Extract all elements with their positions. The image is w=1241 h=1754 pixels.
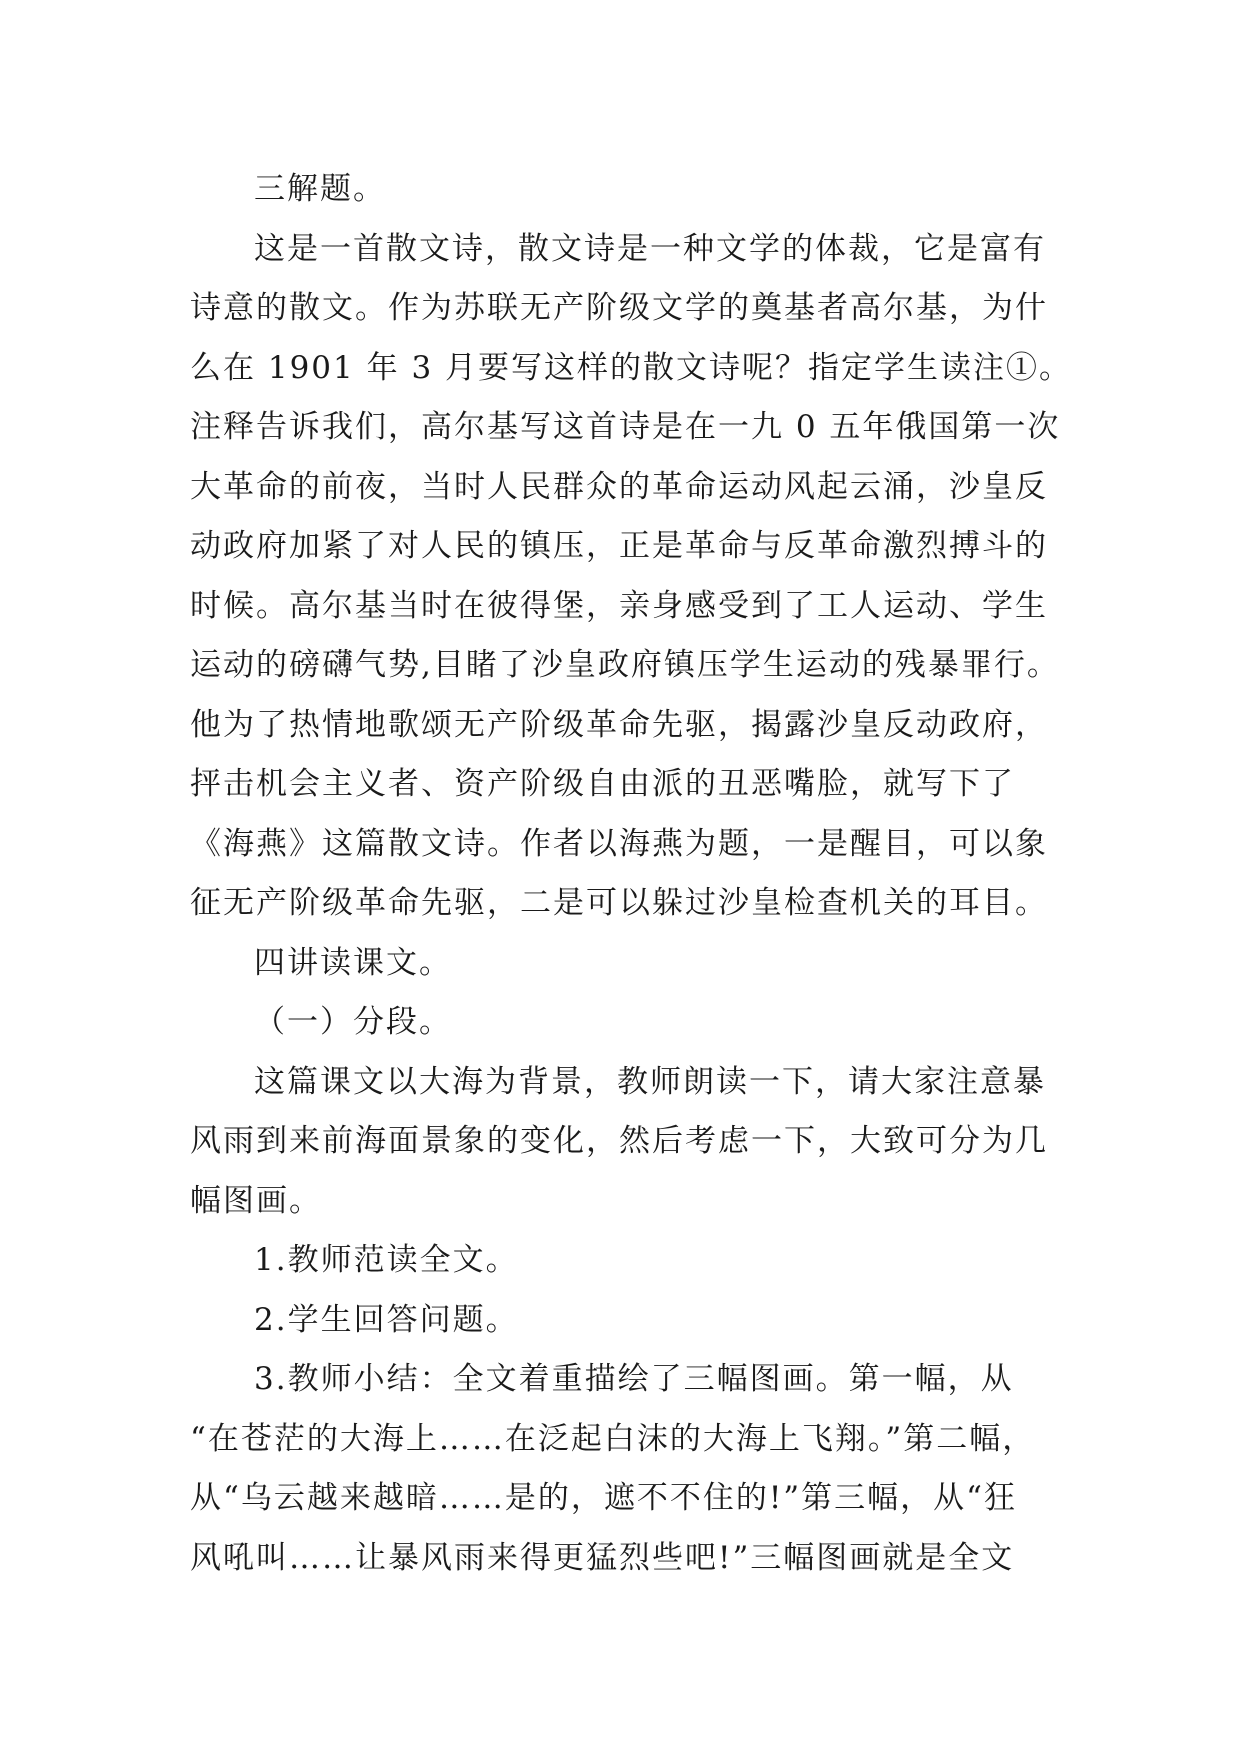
text-line: 动政府加紧了对人民的镇压，正是革命与反革命激烈搏斗的 <box>190 528 1048 564</box>
text-line: 抨击机会主义者、资产阶级自由派的丑恶嘴脸，就写下了 <box>190 766 1015 802</box>
text-line: 2.学生回答问题。 <box>254 1301 519 1338</box>
text-line: 他为了热情地歌颂无产阶级革命先驱，揭露沙皇反动政府， <box>190 706 1048 743</box>
text-line: 《海燕》这篇散文诗。作者以海燕为题，一是醒目，可以象 <box>190 825 1048 862</box>
text-line: 四讲读课文。 <box>254 944 452 981</box>
text-line: 么在 1901 年 3 月要写这样的散文诗呢？指定学生读注①。 <box>190 349 1073 386</box>
text-line: 风雨到来前海面景象的变化，然后考虑一下，大致可分为几 <box>190 1123 1048 1159</box>
text-line: 运动的磅礴气势,目睹了沙皇政府镇压学生运动的残暴罪行。 <box>190 647 1060 683</box>
text-line: 3.教师小结：全文着重描绘了三幅图画。第一幅，从 <box>254 1361 1014 1397</box>
text-line: （一）分段。 <box>254 1004 452 1040</box>
text-line: 风吼叫……让暴风雨来得更猛烈些吧!”三幅图画就是全文 <box>190 1539 1015 1576</box>
text-line: 这是一首散文诗，散文诗是一种文学的体裁，它是富有 <box>254 230 1046 267</box>
text-line: 诗意的散文。作为苏联无产阶级文学的奠基者高尔基，为什 <box>190 290 1048 326</box>
text-line: 这篇课文以大海为背景，教师朗读一下，请大家注意暴 <box>254 1063 1046 1100</box>
text-line: “在苍茫的大海上……在泛起白沫的大海上飞翔。”第二幅， <box>190 1420 1036 1457</box>
text-line: 大革命的前夜，当时人民群众的革命运动风起云涌，沙皇反 <box>190 468 1048 505</box>
text-line: 时候。高尔基当时在彼得堡，亲身感受到了工人运动、学生 <box>190 587 1048 624</box>
text-line: 三解题。 <box>254 171 386 207</box>
text-line: 注释告诉我们，高尔基写这首诗是在一九 0 五年俄国第一次 <box>190 409 1061 445</box>
text-line: 幅图画。 <box>190 1182 322 1219</box>
text-line: 1.教师范读全文。 <box>254 1242 519 1278</box>
text-line: 征无产阶级革命先驱，二是可以躲过沙皇检查机关的耳目。 <box>190 885 1048 921</box>
document-body <box>190 160 1073 1588</box>
text-line: 从“乌云越来越暗……是的，遮不不住的!”第三幅，从“狂 <box>190 1480 1017 1516</box>
